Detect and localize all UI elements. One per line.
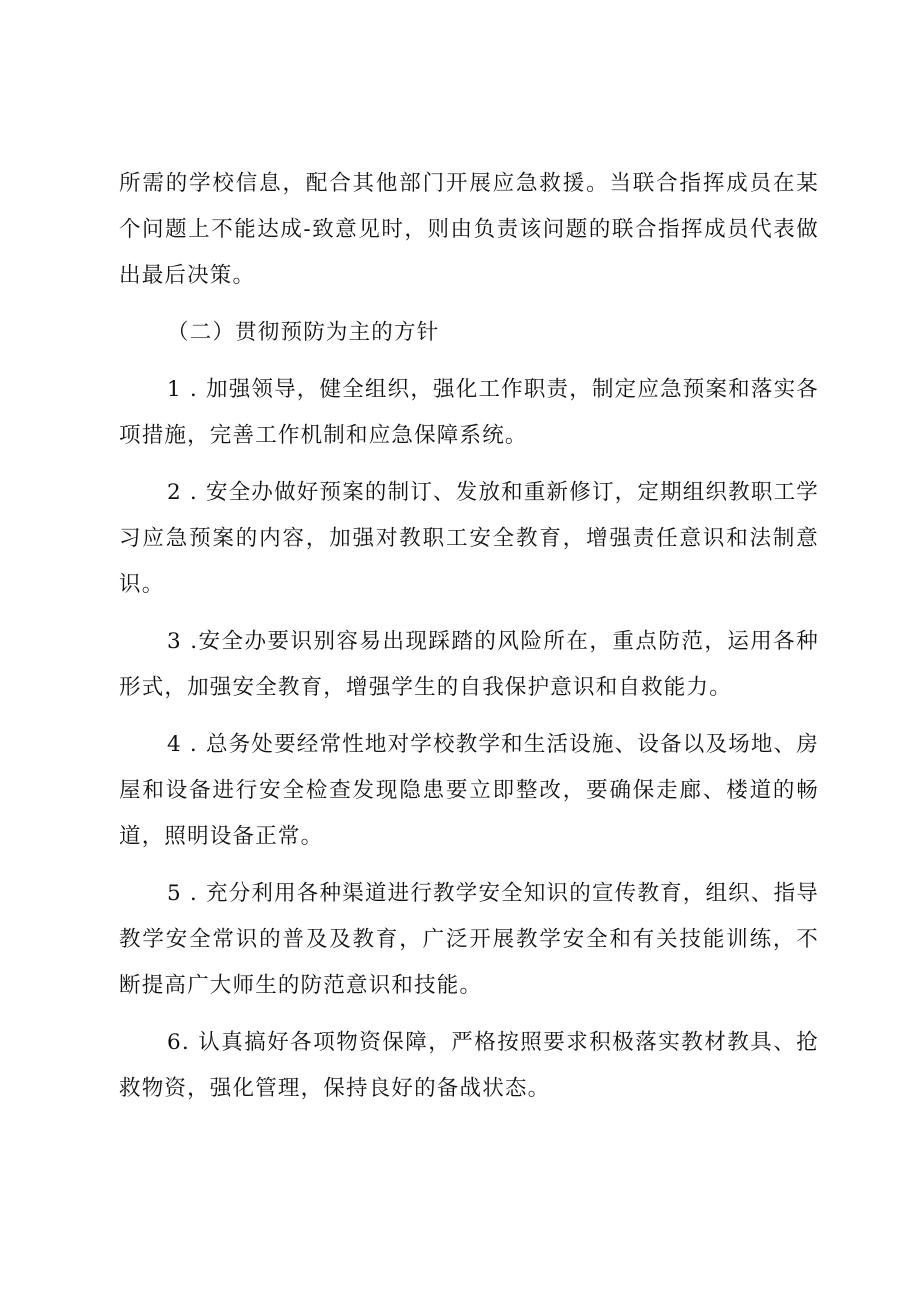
paragraph-continuation: 所需的学校信息，配合其他部门开展应急救援。当联合指挥成员在某个问题上不能达成-致意见时，则由负责该问题的联合指挥成员代表做出最后决策。 [119, 171, 819, 288]
paragraph-item-4: 4 . 总务处要经常性地对学校教学和生活设施、设备以及场地、房屋和设备进行安全检查发现隐患要立即整改，要确保走廊、楼道的畅道，照明设备正常。 [119, 732, 819, 849]
paragraph-item-2: 2 . 安全办做好预案的制订、发放和重新修订，定期组织教职工学习应急预案的内容，加强对教职工安全教育，增强责任意识和法制意识。 [119, 480, 819, 597]
document-body [119, 161, 819, 1112]
paragraph-item-1: 1 . 加强领导，健全组织，强化工作职责，制定应急预案和落实各项措施，完善工作机制和应急保障系统。 [119, 377, 819, 448]
paragraph-item-3: 3 .安全办要识别容易出现踩踏的风险所在，重点防范，运用各种形式，加强安全教育，增强学生的自我保护意识和自救能力。 [119, 629, 819, 700]
section-heading: （二）贯彻预防为主的方针 [167, 320, 440, 345]
paragraph-item-6: 6. 认真搞好各项物资保障，严格按照要求积极落实教材教具、抢救物资，强化管理，保持良好的备战状态。 [119, 1030, 819, 1101]
paragraph-item-5: 5 . 充分利用各种渠道进行教学安全知识的宣传教育，组织、指导教学安全常识的普及及教育，广泛开展教学安全和有关技能训练，不断提高广大师生的防范意识和技能。 [119, 881, 819, 998]
